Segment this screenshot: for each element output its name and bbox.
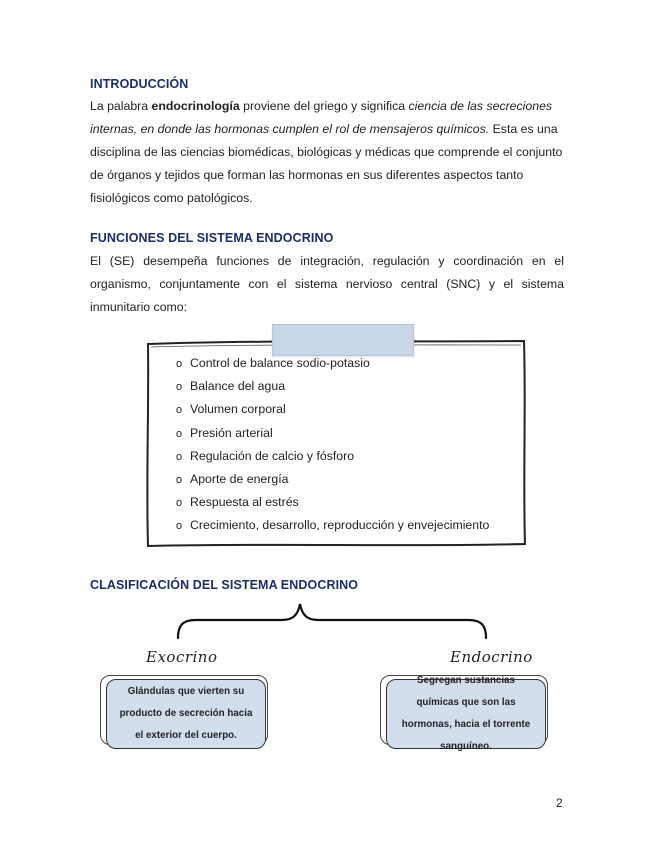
function-item: [176, 375, 489, 398]
function-item: [176, 422, 489, 445]
functions-list: [176, 352, 489, 538]
function-item-label: Presión arterial: [190, 425, 273, 440]
intro-text-1: La palabra: [90, 99, 152, 113]
exocrine-label: Exocrino: [146, 648, 218, 666]
bullet-marker: o: [176, 404, 183, 417]
function-item: [176, 398, 489, 421]
function-item-label: Respuesta al estrés: [190, 495, 299, 510]
bullet-marker: o: [176, 358, 183, 370]
function-item: [176, 491, 489, 514]
function-item-label: Control de balance sodio-potasio: [190, 356, 370, 370]
function-item: [176, 445, 489, 468]
endocrine-card: [380, 675, 550, 752]
endocrine-label: Endocrino: [450, 648, 533, 666]
functions-heading: FUNCIONES DEL SISTEMA ENDOCRINO: [90, 231, 334, 245]
endocrine-card-face: [386, 675, 546, 752]
page-number: 2: [556, 796, 563, 810]
function-item-label: Regulación de calcio y fósforo: [190, 448, 355, 463]
intro-text-3: Esta es una disciplina de las ciencias biomédicas, biológicas y médicas que comprende el conjunto de órganos y tejidos que forman las hormonas en sus diferentes aspectos tanto fisiológicos como patológicos.: [90, 122, 563, 205]
bullet-marker: o: [176, 520, 183, 533]
exocrine-description: Glándulas que vierten su producto de secreción hacia el exterior del cuerpo.: [119, 686, 253, 741]
intro-term: endocrinología: [151, 99, 240, 113]
bullet-marker: o: [176, 381, 183, 394]
function-item-label: Crecimiento, desarrollo, reproducción y envejecimiento: [190, 518, 490, 533]
bullet-marker: o: [176, 450, 183, 463]
intro-paragraph: [90, 95, 564, 210]
endocrine-description: Segregan sustancias químicas que son las hormonas, hacia el torrente sanguíneo.: [401, 675, 531, 752]
functions-box: [144, 338, 528, 548]
intro-definition: ciencia de las secreciones internas, en donde las hormonas cumplen el rol de mensajeros químicos.: [90, 99, 553, 136]
bullet-marker: o: [176, 427, 183, 440]
function-item-label: Balance del agua: [190, 379, 286, 394]
classification-heading: CLASIFICACIÓN DEL SISTEMA ENDOCRINO: [90, 578, 359, 592]
functions-paragraph: El (SE) desempeña funciones de integración, regulación y coordinación en el organismo, conjuntamente con el sistema nervioso central (SNC) y el sistema inmunitario como:: [90, 254, 564, 314]
exocrine-card: [100, 675, 270, 747]
exocrine-card-face: [106, 679, 266, 749]
bullet-marker: o: [176, 474, 183, 487]
function-item: [176, 352, 489, 375]
function-item: [176, 514, 489, 537]
function-item-label: Aporte de energía: [190, 472, 289, 487]
bullet-marker: o: [176, 497, 183, 510]
intro-text-2: proviene del griego y significa: [239, 99, 409, 113]
classification-brace: [172, 600, 492, 640]
function-item: [176, 468, 489, 491]
function-item-label: Volumen corporal: [190, 402, 286, 417]
intro-heading: INTRODUCCIÓN: [90, 77, 189, 91]
